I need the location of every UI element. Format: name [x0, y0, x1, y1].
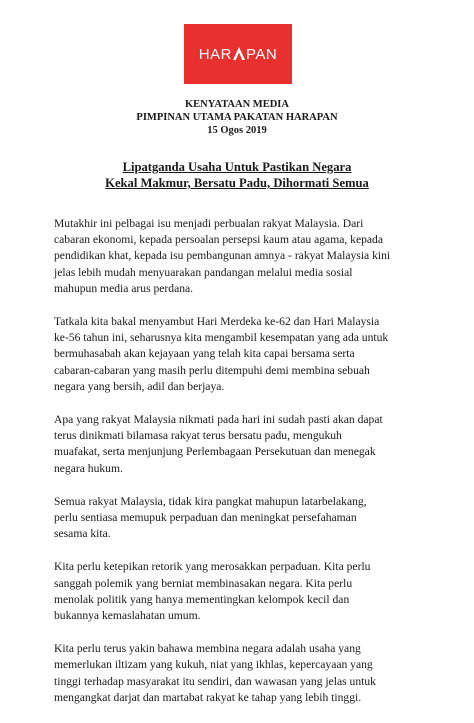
header-line-organization: PIMPINAN UTAMA PAKATAN HARAPAN — [136, 112, 338, 123]
body-paragraph — [54, 216, 432, 297]
document-header — [0, 98, 474, 137]
text-line: Kita perlu terus yakin bahawa membina negara adalah usaha yang — [54, 642, 361, 656]
text-line: menolak politik yang hanya mementingkan kelompok kecil dan — [54, 592, 350, 606]
title-line-1: Lipatganda Usaha Untuk Pastikan Negara — [122, 160, 352, 174]
text-line: terus dinikmati bilamasa rakyat terus bersatu padu, mengukuh — [54, 429, 342, 443]
header-line-date: 15 Ogos 2019 — [207, 125, 267, 136]
text-line: cabaran ekonomi, kepada persoalan persepsi kaum atau agama, kepada — [54, 233, 383, 247]
text-line: perlu sentiasa memupuk perpaduan dan meningkat persefahaman — [54, 511, 357, 525]
document-title — [0, 159, 474, 191]
text-line: Apa yang rakyat Malaysia nikmati pada hari ini sudah pasti akan dapat — [54, 413, 383, 427]
text-line: muafakat, serta menjunjung Perlembagaan Persekutuan dan menegak — [54, 445, 376, 459]
text-line: memerlukan iltizam yang kukuh, niat yang ikhlas, kepercayaan yang — [54, 658, 373, 672]
text-line: Semua rakyat Malaysia, tidak kira pangkat mahupun latarbelakang, — [54, 494, 367, 508]
document-body — [54, 216, 432, 723]
title-line-2: Kekal Makmur, Bersatu Padu, Dihormati Semua — [105, 176, 369, 190]
logo-text-left: HAR — [198, 45, 232, 63]
text-line: sanggah polemik yang berniat membinasakan negara. Kita perlu — [54, 576, 353, 590]
text-line: negara hukum. — [54, 461, 123, 475]
body-paragraph — [54, 559, 432, 624]
text-line: negara yang bersih, adil dan berjaya. — [54, 379, 225, 393]
body-paragraph — [54, 314, 432, 395]
text-line: Kita perlu ketepikan retorik yang merosakkan perpaduan. Kita perlu — [54, 560, 371, 574]
text-line: tinggi terhadap masyarakat itu sendiri, dan wawasan yang jelas untuk — [54, 674, 376, 688]
text-line: bermuhasabah akan kejayaan yang telah kita capai bersama serta — [54, 347, 355, 361]
logo-a-mark-icon — [233, 47, 245, 60]
text-line: Tatkala kita bakal menyambut Hari Merdeka ke-62 dan Hari Malaysia — [54, 315, 380, 329]
logo-wordmark — [199, 46, 277, 63]
header-line-media-statement: KENYATAAN MEDIA — [185, 99, 289, 110]
body-paragraph — [54, 641, 432, 706]
text-line: Mutakhir ini pelbagai isu menjadi perbualan rakyat Malaysia. Dari — [54, 217, 364, 230]
text-line: cabaran-cabaran yang masih perlu ditempuhi demi membina sebuah — [54, 363, 370, 377]
text-line: bukannya kemaslahatan umum. — [54, 609, 201, 623]
body-paragraph — [54, 412, 432, 477]
text-line: mengangkat darjat dan martabat rakyat ke tahap yang lebih tinggi. — [54, 690, 362, 704]
text-line: jelas lebih mudah menyuarakan pandangan melalui media sosial — [54, 265, 353, 279]
logo-text-right: PAN — [245, 45, 278, 63]
harapan-logo — [184, 24, 292, 84]
text-line: pendidikan khat, kepada isu pembangunan amnya - rakyat Malaysia kini — [54, 249, 391, 263]
body-paragraph — [54, 494, 432, 543]
text-line: mahupun media arus perdana. — [54, 281, 194, 295]
text-line: ke-56 tahun ini, seharusnya kita mengambil kesempatan yang ada untuk — [54, 331, 389, 345]
text-line: sesama kita. — [54, 527, 111, 541]
